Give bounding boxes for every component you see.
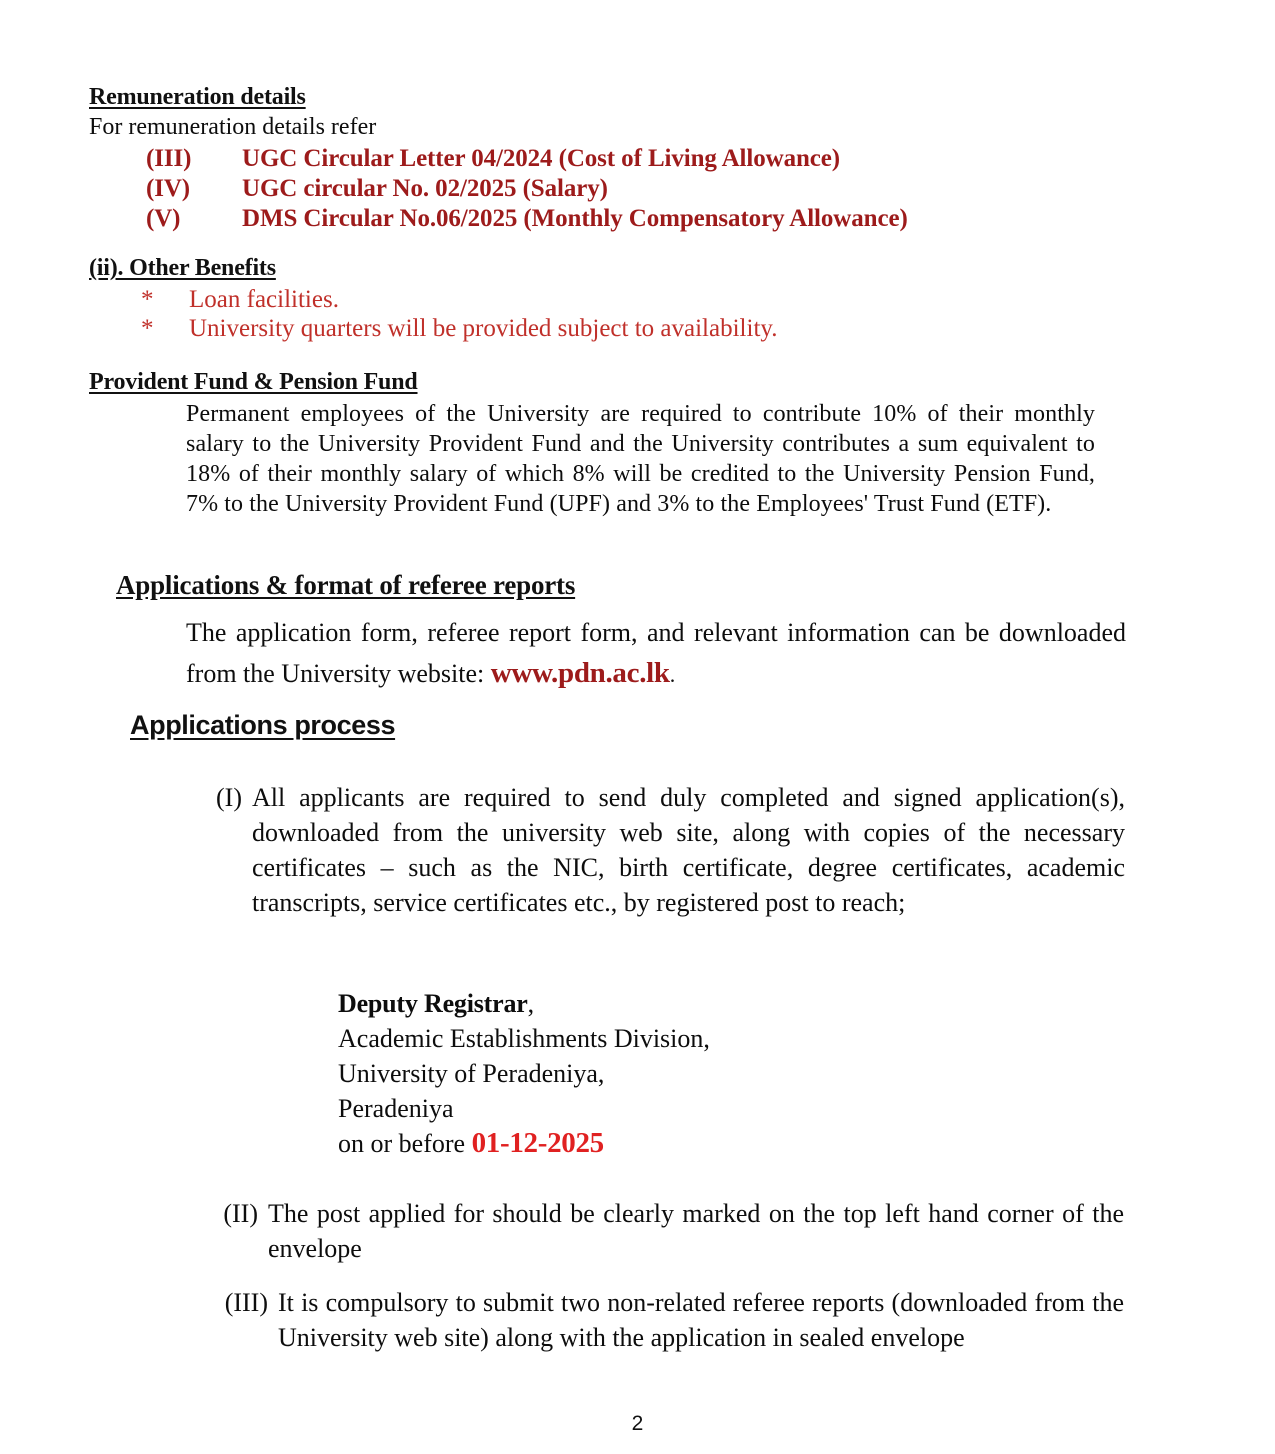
remuneration-item-number: (V) <box>146 205 181 232</box>
remuneration-item <box>146 175 608 203</box>
address-line-division: Academic Establishments Division, <box>338 1024 710 1053</box>
address-line-university: University of Peradeniya, <box>338 1059 605 1088</box>
other-benefits-item <box>141 286 339 314</box>
page-number: 2 <box>631 1412 644 1435</box>
address-recipient-title: Deputy Registrar <box>338 989 528 1018</box>
remuneration-item <box>146 145 840 173</box>
deadline-prefix: on or before <box>338 1129 472 1158</box>
bullet-icon: * <box>141 315 154 342</box>
address-line-recipient <box>338 986 710 1021</box>
provident-fund-paragraph: Permanent employees of the University are required to contribute 10% of their monthly salary to the University Provident Fund and the University contributes a sum equivalent to 18% of their monthly salary of which 8% will be credited to the University Pension Fund, 7% to the University Provident Fund (UPF) and 3% to the Employees' Trust Fund (ETF). <box>186 401 1095 517</box>
deadline-date: 01-12-2025 <box>471 1127 604 1159</box>
other-benefits-item-label: University quarters will be provided subject to availability. <box>189 315 778 342</box>
remuneration-item-number: (IV) <box>146 175 191 202</box>
remuneration-intro: For remuneration details refer <box>89 114 377 140</box>
applications-format-heading: Applications & format of referee reports <box>116 570 576 600</box>
other-benefits-item-label: Loan facilities. <box>189 286 339 313</box>
provident-fund-heading: Provident Fund & Pension Fund <box>89 369 418 395</box>
university-website-link[interactable]: www.pdn.ac.lk <box>490 657 670 689</box>
remuneration-item-label: UGC Circular Letter 04/2024 (Cost of Living Allowance) <box>242 145 841 172</box>
remuneration-item <box>146 205 908 233</box>
applications-process-item-number: (III) <box>224 1288 268 1317</box>
applications-process-item-number: (II) <box>223 1199 258 1228</box>
applications-process-item <box>190 780 1125 920</box>
applications-process-heading: Applications process <box>130 710 396 740</box>
bullet-icon: * <box>141 286 154 313</box>
applications-process-item <box>196 1285 1124 1355</box>
applications-process-item-label: All applicants are required to send duly completed and signed application(s), downloaded from the university web site, along with copies of the necessary certificates – such as the NIC, birth certificate, degree certificates, academic transcripts, service certificates etc., by registered post to reach; <box>252 783 1125 917</box>
address-line-deadline <box>338 1126 710 1161</box>
applications-process-item-number: (I) <box>216 783 242 812</box>
applications-process-item-label: The post applied for should be clearly marked on the top left hand corner of the envelope <box>268 1199 1124 1263</box>
remuneration-item-number: (III) <box>146 145 192 172</box>
other-benefits-heading: (ii). Other Benefits <box>89 255 276 281</box>
address-line-city: Peradeniya <box>338 1094 454 1123</box>
applications-process-item-label: It is compulsory to submit two non-related referee reports (downloaded from the University web site) along with the application in sealed envelope <box>278 1288 1124 1352</box>
mailing-address-block <box>338 986 710 1161</box>
remuneration-item-label: UGC circular No. 02/2025 (Salary) <box>242 175 608 202</box>
address-recipient-comma: , <box>527 989 535 1018</box>
applications-format-paragraph <box>186 613 1126 695</box>
applications-format-text-end: . <box>669 662 676 687</box>
remuneration-heading: Remuneration details <box>89 84 306 110</box>
other-benefits-item <box>141 315 778 343</box>
applications-process-item <box>196 1196 1124 1266</box>
remuneration-item-label: DMS Circular No.06/2025 (Monthly Compensatory Allowance) <box>242 205 908 232</box>
applications-format-text: The application form, referee report form, and relevant information can be downloaded from the University website: <box>186 618 1126 688</box>
